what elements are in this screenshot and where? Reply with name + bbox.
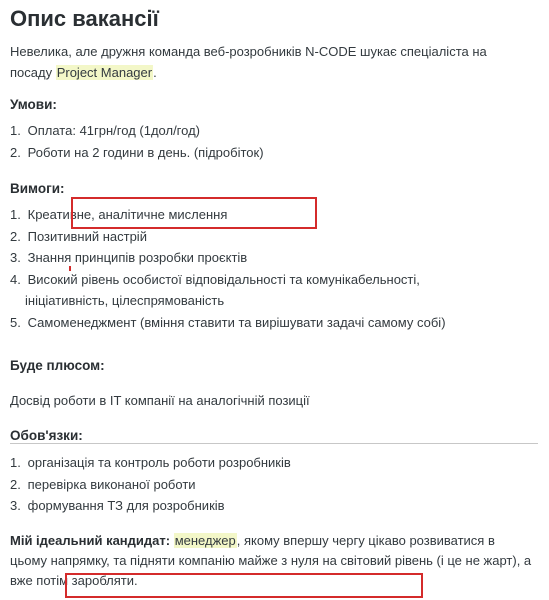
annotation-box-creative [71,197,317,229]
annotation-mark [69,266,71,271]
position-highlight: Project Manager [56,65,153,80]
intro-text: Невелика, але дружня команда веб-розробників N-CODE шукає спеціаліста на посаду [10,44,487,80]
list-item: 4. Високий рівень особистої відповідальності та комунікабельності, ініціативність, цілеспрямованість [10,271,420,308]
divider [10,443,538,444]
list-item: 1. організація та контроль роботи розробників [10,455,291,470]
annotation-box-earn [65,573,423,598]
intro-end: . [153,65,157,80]
plus-heading: Буде плюсом: [10,358,105,373]
ideal-candidate-text: , якому впершу чергу цікаво розвиватися в цьому напрямку, та підняти компанію майже з нуля на світовий рівень (і це не жарт), а вже потім заробляти. [10,533,532,588]
list-item: 1. Оплата: 41грн/год (1дол/год) [10,123,200,138]
duties-list [10,452,535,517]
requirements-heading: Вимоги: [10,181,65,196]
list-item: 3. Знання принципів розробки проєктів [10,250,248,265]
list-item: 3. формування ТЗ для розробників [10,498,225,513]
ideal-candidate-label: Мій ідеальний кандидат: [10,533,171,548]
list-item: 1. Креативне, аналітичне мислення [10,207,228,222]
duties-heading: Обов'язки: [10,428,83,443]
plus-text: Досвід роботи в IT компанії на аналогічній позиції [10,393,310,408]
list-item: 2. Роботи на 2 години в день. (підробіток) [10,144,264,160]
manager-highlight: менеджер [174,533,236,548]
conditions-list [10,120,535,163]
conditions-heading: Умови: [10,97,57,112]
intro-paragraph [10,41,530,83]
page-title: Опис вакансії [10,6,159,31]
list-item: 2. Позитивний настрій [10,228,147,244]
list-item: 2. перевірка виконаної роботи [10,476,196,492]
list-item: 5. Самоменеджмент (вміння ставити та вирішувати задачі самому собі) [10,314,446,330]
